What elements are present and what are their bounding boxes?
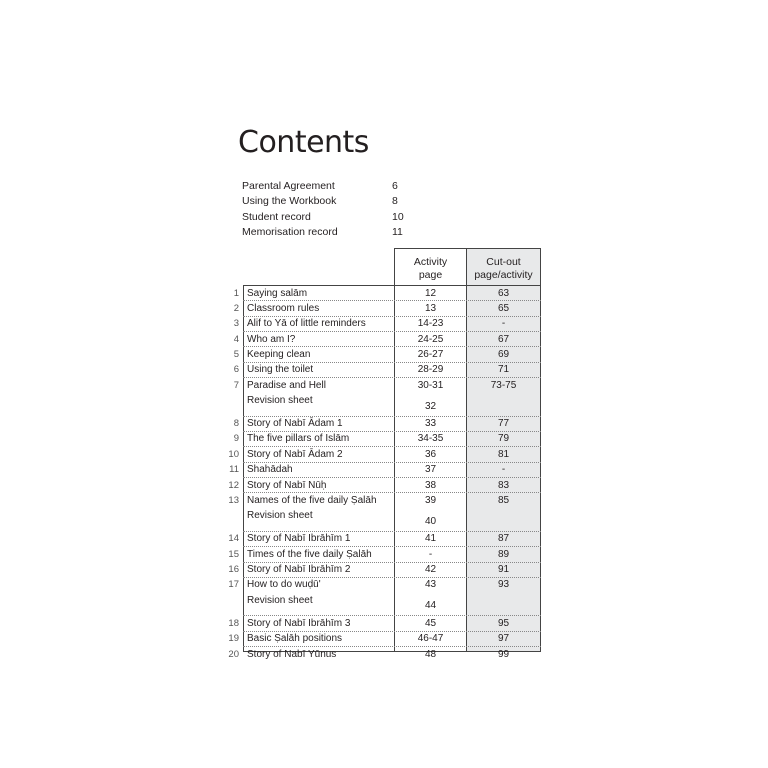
front-matter-page: 8	[392, 195, 398, 208]
row-activity-page: 45	[424, 617, 437, 629]
row-activity-page: 38	[424, 479, 437, 491]
row-number: 19	[228, 633, 239, 645]
row-cutout-page: 73-75	[490, 379, 517, 391]
row-label: Names of the five daily Ṣalāh	[247, 494, 377, 506]
row-activity-page: -	[428, 548, 433, 560]
row-cutout-page: 89	[497, 548, 510, 560]
row-cutout-page: 95	[497, 617, 510, 629]
front-matter-page: 11	[392, 226, 403, 239]
row-activity-page: 28-29	[417, 364, 444, 376]
table-row	[225, 347, 541, 362]
table-row	[225, 532, 541, 547]
row-label: Story of Nabī Nūḥ	[247, 479, 327, 491]
row-cutout-page: 83	[497, 479, 510, 491]
row-number: 20	[228, 648, 239, 660]
table-row	[225, 363, 541, 378]
front-matter-label: Using the Workbook	[242, 195, 337, 208]
row-label: Shahādah	[247, 464, 293, 476]
row-number: 16	[228, 564, 239, 576]
row-number: 10	[228, 448, 239, 460]
row-number: 17	[228, 579, 239, 591]
row-label: Who am I?	[247, 333, 296, 345]
row-cutout-page: 67	[497, 333, 510, 345]
row-label: Times of the five daily Ṣalāh	[247, 548, 372, 560]
table-row	[225, 286, 541, 301]
front-matter-item	[242, 210, 412, 225]
row-activity-page: 41	[424, 533, 437, 545]
row-label: How to do wuḍū'	[247, 579, 321, 591]
row-number: 13	[228, 494, 239, 506]
table-row	[225, 547, 541, 562]
table-row	[225, 378, 541, 417]
table-row	[225, 632, 541, 647]
row-cutout-page: 65	[497, 302, 510, 314]
row-activity-page: 26-27	[417, 348, 444, 360]
front-matter-item	[242, 179, 412, 194]
front-matter-label: Parental Agreement	[242, 180, 335, 192]
row-activity-page: 48	[424, 648, 437, 660]
row-number: 11	[229, 464, 239, 476]
front-matter-page: 6	[392, 180, 398, 192]
row-number: 2	[233, 302, 239, 314]
row-label: Story of Nabī Ibrāhīm 1	[247, 533, 351, 545]
row-activity-page: 30-31	[417, 379, 444, 391]
table-row	[225, 578, 541, 617]
row-activity-page: 13	[424, 302, 437, 314]
page-title: Contents	[238, 125, 369, 160]
table-row	[225, 317, 541, 332]
table-row	[225, 616, 541, 631]
header-activity: Activity page	[413, 256, 448, 281]
front-matter-list	[242, 179, 412, 241]
table-row	[225, 332, 541, 347]
row-activity-page: 24-25	[417, 333, 444, 345]
row-cutout-page: 69	[497, 348, 510, 360]
row-number: 14	[228, 533, 239, 545]
row-number: 8	[233, 418, 239, 430]
row-label-secondary: Revision sheet	[247, 510, 313, 522]
front-matter-item	[242, 225, 412, 240]
front-matter-label: Student record	[242, 210, 311, 223]
contents-table	[225, 248, 541, 660]
row-label: Story of Nabī Ādam 1	[247, 418, 343, 430]
row-label: Saying salām	[247, 287, 308, 299]
row-cutout-page: 77	[497, 418, 510, 430]
row-activity-page: 43	[424, 579, 437, 591]
row-number: 15	[228, 548, 239, 560]
table-row	[225, 432, 541, 447]
row-number: 18	[228, 617, 239, 629]
row-activity-page: 42	[424, 564, 437, 576]
row-cutout-page: 87	[497, 533, 510, 545]
row-label: Story of Nabī Yūnus	[247, 648, 337, 660]
row-label: Keeping clean	[247, 348, 311, 360]
row-cutout-page: 97	[497, 633, 510, 645]
row-activity-page: 14-23	[417, 318, 444, 330]
row-label: Alif to Yā of little reminders	[247, 318, 366, 330]
row-cutout-page: 85	[497, 494, 510, 506]
row-cutout-page: 63	[497, 287, 510, 299]
row-cutout-page: 91	[497, 564, 510, 576]
row-cutout-page: 81	[497, 448, 510, 460]
row-cutout-page: 99	[497, 648, 510, 660]
header-cutout: Cut-out page/activity	[474, 256, 533, 281]
row-label: Classroom rules	[247, 302, 320, 314]
row-label-secondary: Revision sheet	[247, 395, 313, 407]
front-matter-page: 10	[392, 210, 404, 223]
row-cutout-page: -	[501, 464, 506, 476]
row-activity-page-secondary: 40	[424, 515, 437, 527]
row-number: 6	[233, 364, 239, 376]
front-matter-item	[242, 194, 412, 209]
row-number: 4	[233, 333, 239, 345]
row-number: 5	[233, 348, 239, 360]
row-number: 9	[233, 433, 239, 445]
row-activity-page: 34-35	[417, 433, 444, 445]
row-cutout-page: -	[501, 318, 506, 330]
row-label: Basic Ṣalāh positions	[247, 633, 343, 645]
row-activity-page: 36	[424, 448, 437, 460]
table-row	[225, 417, 541, 432]
row-label: Story of Nabī Ibrāhīm 2	[247, 564, 351, 576]
table-row	[225, 447, 541, 462]
table-row	[225, 563, 541, 578]
row-cutout-page: 71	[497, 364, 510, 376]
row-number: 7	[233, 379, 239, 391]
row-label: Story of Nabī Ādam 2	[247, 448, 343, 460]
table-row	[225, 301, 541, 316]
table-row	[225, 463, 541, 478]
row-activity-page: 33	[424, 418, 437, 430]
row-number: 3	[233, 318, 239, 330]
table-row	[225, 647, 541, 662]
row-number: 12	[228, 479, 239, 491]
row-cutout-page: 79	[497, 433, 510, 445]
row-label-secondary: Revision sheet	[247, 594, 313, 606]
row-activity-page-secondary: 44	[424, 600, 437, 612]
front-matter-label: Memorisation record	[242, 226, 338, 239]
row-activity-page-secondary: 32	[424, 400, 437, 412]
row-label: Story of Nabī Ibrāhīm 3	[247, 617, 351, 629]
row-label: The five pillars of Islām	[247, 433, 350, 445]
row-activity-page: 12	[424, 287, 437, 299]
table-row	[225, 478, 541, 493]
row-activity-page: 46-47	[417, 633, 444, 645]
row-label: Paradise and Hell	[247, 379, 326, 391]
row-cutout-page: 93	[497, 579, 510, 591]
row-label: Using the toilet	[247, 364, 314, 376]
row-activity-page: 39	[424, 494, 437, 506]
row-number: 1	[233, 287, 239, 299]
row-activity-page: 37	[424, 464, 437, 476]
table-row	[225, 493, 541, 532]
